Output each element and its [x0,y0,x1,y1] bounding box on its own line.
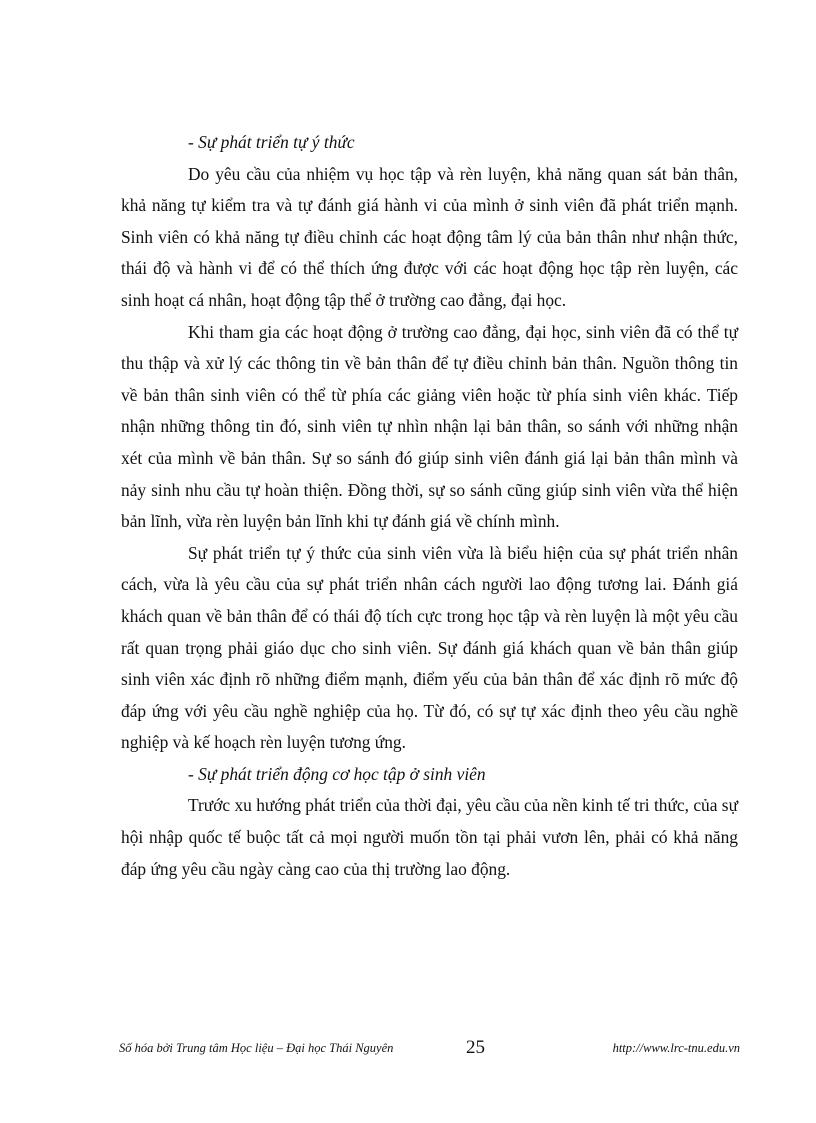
section-heading-learning-motivation: - Sự phát triển động cơ học tập ở sinh viên [188,763,486,784]
paragraph: Sự phát triển tự ý thức của sinh viên vừa là biểu hiện của sự phát triển nhân cách, vừa là yêu cầu của sự phát triển nhân cách người lao động tương lai. Đánh giá khách quan về bản thân để có thái độ tích cực trong học tập và rèn luyện là một yêu cầu rất quan trọng phải giáo dục cho sinh viên. Sự đánh giá khách quan về bản thân giúp sinh viên xác định rõ những điểm mạnh, điểm yếu của bản thân để xác định rõ mức độ đáp ứng với yêu cầu nghề nghiệp của họ. Từ đó, có sự tự xác định theo yêu cầu nghề nghiệp và kế hoạch rèn luyện tương ứng. [121,542,738,753]
page-content [121,127,738,885]
paragraph: Khi tham gia các hoạt động ở trường cao đẳng, đại học, sinh viên đã có thể tự thu thập và xử lý các thông tin về bản thân để tự điều chỉnh bản thân. Nguồn thông tin về bản thân sinh viên có thể từ phía các giảng viên hoặc từ phía sinh viên khác. Tiếp nhận những thông tin đó, sinh viên tự nhìn nhận lại bản thân, so sánh với những nhận xét của mình về bản thân. Sự so sánh đó giúp sinh viên đánh giá lại bản thân mình và nảy sinh nhu cầu tự hoàn thiện. Đồng thời, sự so sánh cũng giúp sinh viên vừa thể hiện bản lĩnh, vừa rèn luyện bản lĩnh khi tự đánh giá về chính mình. [121,321,738,532]
page-footer [119,1037,740,1067]
paragraph: Trước xu hướng phát triển của thời đại, yêu cầu của nền kinh tế tri thức, của sự hội nhập quốc tế buộc tất cả mọi người muốn tồn tại phải vươn lên, phải có khả năng đáp ứng yêu cầu ngày càng cao của thị trường lao động. [121,795,738,879]
footer-source: Số hóa bởi Trung tâm Học liệu – Đại học Thái Nguyên [119,1041,394,1055]
paragraph: Do yêu cầu của nhiệm vụ học tập và rèn luyện, khả năng quan sát bản thân, khả năng tự kiểm tra và tự đánh giá hành vi của mình ở sinh viên đã phát triển mạnh. Sinh viên có khả năng tự điều chỉnh các hoạt động tâm lý của bản thân như nhận thức, thái độ và hành vi để có thể thích ứng được với các hoạt động học tập rèn luyện, các sinh hoạt cá nhân, hoạt động tập thể ở trường cao đẳng, đại học. [121,163,738,310]
section-heading-self-awareness: - Sự phát triển tự ý thức [188,132,355,152]
footer-url: http://www.lrc-tnu.edu.vn [612,1041,740,1055]
page-number: 25 [466,1037,485,1058]
